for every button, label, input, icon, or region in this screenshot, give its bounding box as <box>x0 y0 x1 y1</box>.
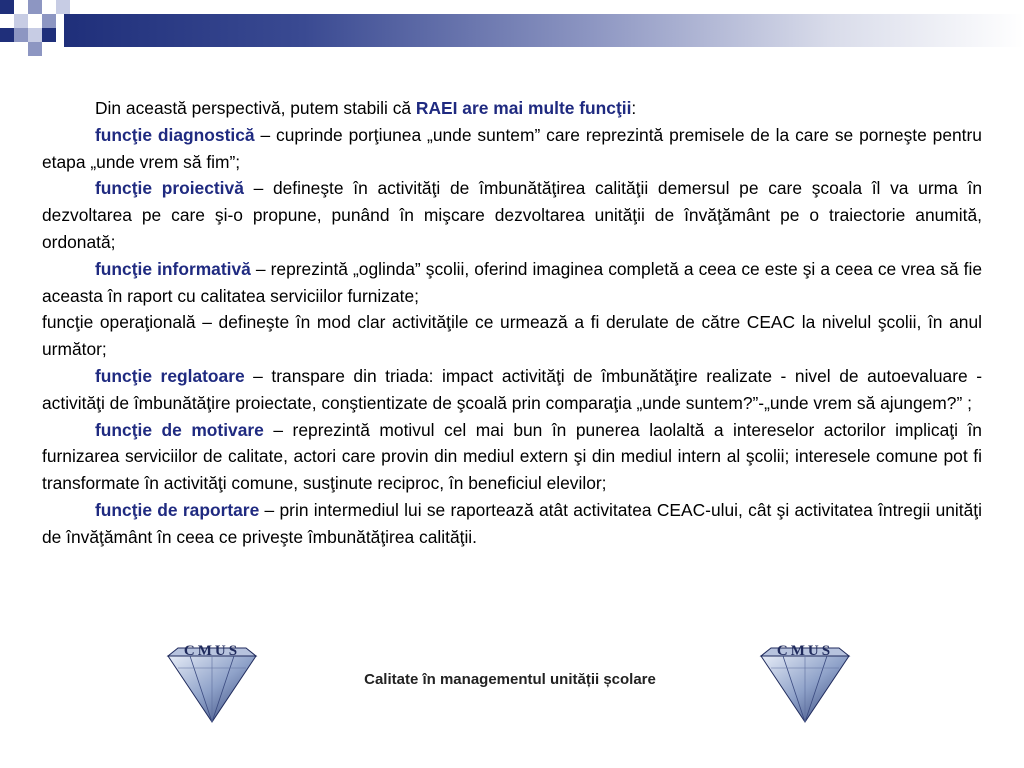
item-title: funcţie informativă <box>95 258 251 279</box>
decor-square <box>28 42 42 56</box>
logo-letters: CMUS <box>183 643 241 659</box>
header-decoration <box>0 0 1024 64</box>
item-text: – defineşte în activităţi de îmbunătăţirea calităţii demersul pe care şcoala îl va urma în dezvoltarea pe care şi-o propune, punând în mişcare dezvoltarea unităţii de învăţământ pe o traiectorie anumită, ordonată; <box>42 178 982 252</box>
cmus-logo-icon <box>755 638 855 724</box>
item-motivare <box>42 417 982 497</box>
main-text <box>42 95 982 551</box>
item-title: funcţie diagnostică <box>95 124 255 145</box>
item-text: – prin intermediul lui se raportează atât activitatea CEAC-ului, cât şi activitatea întregii unităţi de învăţământ în ceea ce priveşte îmbunătăţirea calităţii. <box>42 499 982 547</box>
intro-text: Din această perspectivă, putem stabili că <box>95 98 416 118</box>
decor-square <box>28 0 42 14</box>
decor-square <box>0 0 14 14</box>
item-title: funcţie de raportare <box>95 499 260 520</box>
item-text: – reprezintă „oglinda” şcolii, oferind imaginea completă a ceea ce este şi a ceea ce vrea să fie aceasta în raport cu calitatea serviciilor furnizate; <box>42 258 982 306</box>
decor-square <box>14 28 28 42</box>
intro-tail: : <box>631 98 637 118</box>
item-title: funcţie proiectivă <box>95 178 244 199</box>
header-gradient-band <box>64 14 1024 47</box>
cmus-logo-icon <box>162 638 262 724</box>
item-text: – cuprinde porţiunea „unde suntem” care reprezintă premisele de la care se porneşte pentru etapa „unde vrem să fim”; <box>42 124 982 172</box>
item-title: funcţie reglatoare <box>95 365 245 386</box>
footer-caption: Calitate în managementul unității școlare <box>364 671 656 688</box>
decor-square <box>56 0 70 14</box>
item-raportare <box>42 497 982 551</box>
decor-square <box>42 14 56 28</box>
item-informativa <box>42 256 982 310</box>
decor-square <box>14 14 28 28</box>
decor-square <box>28 28 42 42</box>
item-text: funcţie operaţională – defineşte în mod clar activităţile ce urmează a fi derulate de către CEAC la nivelul şcolii, în anul următor; <box>42 312 982 360</box>
item-text: – transpare din triada: impact activităţi de îmbunătăţire realizate - nivel de autoevaluare - activităţi de îmbunătăţire proiectate, conştientizate de şcoală prin comparaţia „unde suntem?”-„unde vrem să ajungem?” ; <box>42 365 982 413</box>
intro-paragraph <box>42 95 982 122</box>
intro-bold: RAEI are mai multe funcţii <box>415 98 632 118</box>
item-reglatoare <box>42 363 982 417</box>
item-text: – reprezintă motivul cel mai bun în punerea laolaltă a intereselor actorilor implicaţi în furnizarea serviciilor de calitate, actori care provin din mediul extern şi din mediul intern al şcolii; interesele comune pot fi transformate în activităţi comune, susţinute reciproc, în beneficiul elevilor; <box>42 419 982 494</box>
item-title: funcţie de motivare <box>95 419 264 440</box>
logo-letters: CMUS <box>776 643 834 659</box>
decor-square <box>0 28 14 42</box>
item-diagnostica <box>42 122 982 176</box>
item-operationala <box>42 309 982 363</box>
decor-square <box>42 28 56 42</box>
footer <box>0 630 1024 760</box>
item-proiectiva <box>42 175 982 255</box>
